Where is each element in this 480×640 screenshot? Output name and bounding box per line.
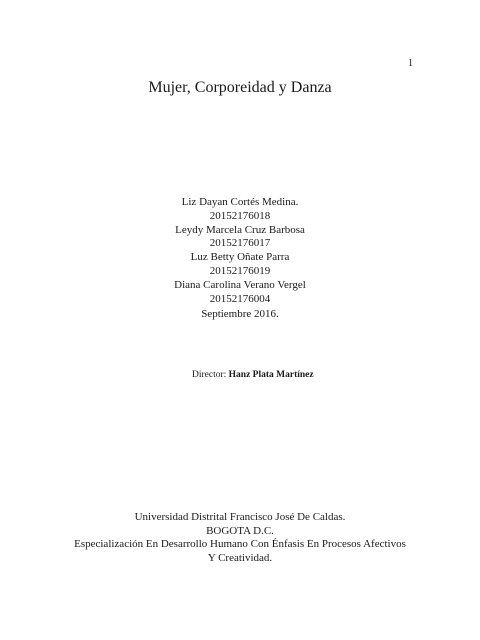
page-number: 1 xyxy=(408,58,413,69)
university-name: Universidad Distrital Francisco José De Caldas. xyxy=(134,511,346,523)
author-name: Leydy Marcela Cruz Barbosa xyxy=(175,223,305,236)
institution-block xyxy=(0,511,480,565)
author-student-code: 20152176019 xyxy=(209,264,271,277)
author-name: Luz Betty Oñate Parra xyxy=(190,251,290,264)
author-list xyxy=(0,196,480,306)
author-student-code: 20152176017 xyxy=(209,237,271,250)
director-line xyxy=(192,370,314,380)
document-date: Septiembre 2016. xyxy=(201,308,279,320)
city: BOGOTA D.C. xyxy=(206,524,274,537)
director-name: Hanz Plata Martínez xyxy=(228,370,314,380)
author-student-code: 20152176018 xyxy=(209,209,271,222)
program-name: Especialización En Desarrollo Humano Con Énfasis En Procesos Afectivos xyxy=(74,538,406,550)
author-name: Diana Carolina Verano Vergel xyxy=(174,278,306,291)
program-name-continued: Y Creatividad. xyxy=(207,551,273,564)
director-label: Director: xyxy=(192,370,227,380)
author-name: Liz Dayan Cortés Medina. xyxy=(181,196,299,208)
author-student-code: 20152176004 xyxy=(209,292,271,305)
document-title: Mujer, Corporeidad y Danza xyxy=(148,79,332,96)
